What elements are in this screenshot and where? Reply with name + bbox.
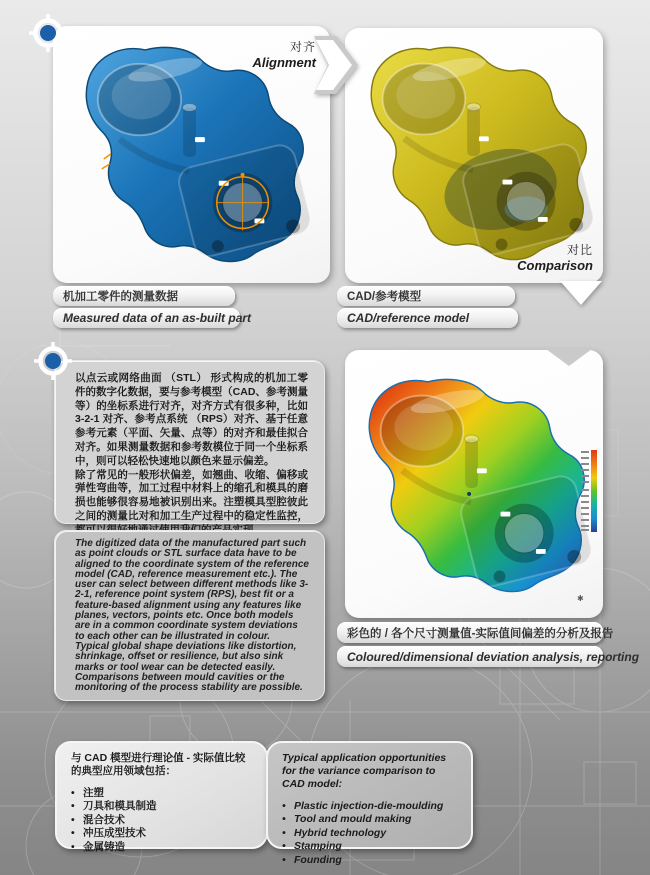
measured-part-caption-en: Measured data of an as-built part bbox=[53, 308, 240, 328]
comparison-bubble bbox=[517, 241, 593, 273]
description-box-en bbox=[54, 530, 325, 701]
deviation-caption-en: Coloured/dimensional deviation analysis, reporting bbox=[337, 646, 603, 667]
cad-model-caption-en: CAD/reference model bbox=[337, 308, 518, 328]
description-zh-paragraph-1: 以点云或网络曲面 （STL） 形式构成的机加工零件的数字化数据，要与参考模型（CAD、参考测量等）的坐标系进行对齐，对齐方式有很多种，比如 3-2-1 对齐、参考点系统 （RPS）对齐、基于任意参考元素（平面、矢量、点等）的对齐和最佳拟合对齐。如果测量数据和参考数模位于同一个坐标系中，则可以轻松快速地以颜色来显示偏差。 bbox=[75, 372, 308, 467]
deviation-analysis-image-panel bbox=[345, 350, 603, 618]
logo-mark-icon: ✱ bbox=[577, 594, 584, 603]
application-item: • Hybrid technology bbox=[282, 827, 459, 840]
application-item: • 刀具和模具制造 bbox=[71, 800, 254, 813]
description-en-paragraph-2: Typical global shape deviations like distortion, shrinkage, offset or resilience, but also sink marks or tool wear can be detected easily. Comparisons between mould cavities or the monitoring of the process stability are possible. bbox=[75, 640, 303, 694]
alignment-label-en: Alignment bbox=[252, 55, 316, 70]
application-item: • Stamping bbox=[282, 840, 459, 853]
comparison-pointer-icon bbox=[560, 281, 602, 307]
cad-model-caption-zh: CAD/参考模型 bbox=[337, 286, 515, 306]
panel-notch bbox=[546, 349, 592, 367]
application-item: • 混合技术 bbox=[71, 814, 254, 827]
applications-list-en bbox=[282, 800, 459, 867]
cad-model-3d-model bbox=[353, 44, 599, 270]
comparison-label-en: Comparison bbox=[517, 258, 593, 273]
measured-part-3d-model bbox=[67, 44, 317, 272]
applications-box-en bbox=[266, 741, 473, 866]
deviation-colour-scale-legend bbox=[579, 448, 599, 534]
description-en-paragraph-1: The digitized data of the manufactured part such as point clouds or STL surface data have to be aligned to the coordinate system of the reference model (CAD, reference measurement etc.). The user can select between different methods like 3-2-1, reference point system (RPS), best fit or a feature-based alignment using any features like planes, vectors, points etc. Once both models are in a common coordinate system deviations to each other can be illustrated in colour. bbox=[75, 538, 309, 642]
description-box-zh bbox=[54, 360, 325, 524]
target-marker-icon bbox=[27, 12, 69, 54]
applications-box-zh bbox=[55, 741, 268, 853]
application-item: • 冲压成型技术 bbox=[71, 827, 254, 840]
target-marker-icon bbox=[32, 340, 74, 382]
description-zh-paragraph-2: 除了常见的一般形状偏差，如翘曲、收缩、偏移或弹性弯曲等，加工过程中材料上的缩孔和模具的磨损也能够很容易地被识别出来。注塑模具型腔彼此之间的测量比对和加工生产过程中的稳定性监控， bbox=[75, 468, 308, 522]
alignment-label-zh: 对齐 bbox=[289, 40, 316, 54]
deviation-colour-plot-3d-model bbox=[351, 376, 597, 602]
measured-part-caption-zh: 机加工零件的测量数据 bbox=[53, 286, 235, 306]
applications-heading-zh: 与 CAD 模型进行理论值 - 实际值比较的典型应用领域包括： bbox=[71, 752, 246, 777]
application-item: • Founding bbox=[282, 854, 459, 867]
measured-part-image-panel bbox=[53, 26, 330, 283]
applications-heading-en: Typical application opportunities for the variance comparison to CAD model: bbox=[282, 752, 447, 790]
application-item: • 注塑 bbox=[71, 787, 254, 800]
alignment-arrow-icon bbox=[314, 36, 360, 98]
comparison-label-zh: 对比 bbox=[566, 243, 593, 257]
application-item: • Plastic injection-die-moulding bbox=[282, 800, 459, 813]
applications-list-zh bbox=[71, 787, 254, 854]
deviation-caption-zh: 彩色的 / 各个尺寸测量值-实际值间偏差的分析及报告 bbox=[337, 622, 603, 643]
application-item: • Tool and mould making bbox=[282, 813, 459, 826]
cad-model-image-panel bbox=[345, 28, 603, 283]
application-item: • 金属铸造 bbox=[71, 841, 254, 854]
alignment-bubble bbox=[252, 38, 316, 70]
